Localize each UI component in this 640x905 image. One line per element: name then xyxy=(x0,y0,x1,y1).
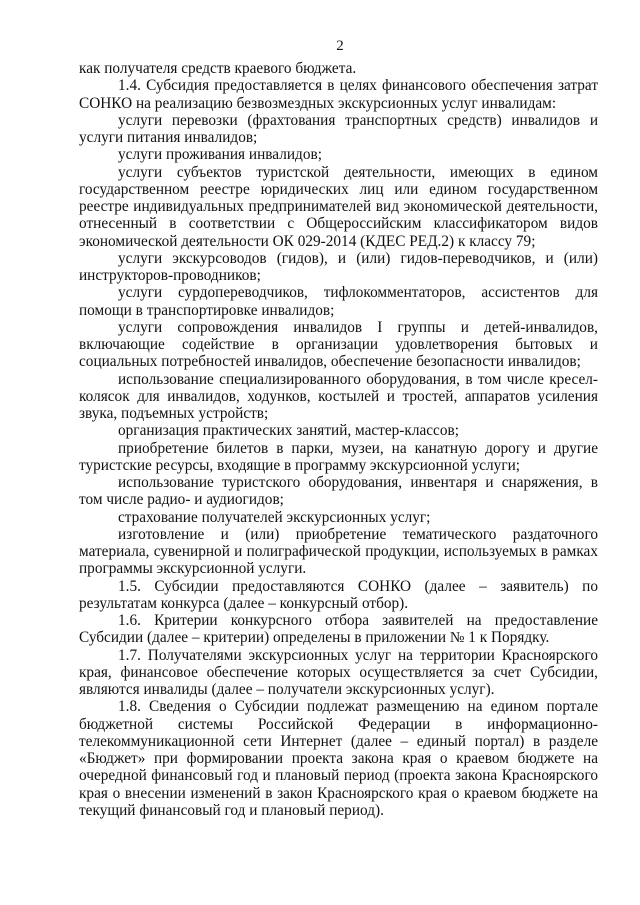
page-number: 2 xyxy=(336,38,344,54)
paragraph: использование специализированного оборудования, в том числе кресел-колясок для инвалидов, ходунков, костылей и тростей, аппаратов усиления звука, подъемных устройств; xyxy=(79,370,598,422)
paragraph: изготовление и (или) приобретение тематического раздаточного материала, сувенирной и полиграфической продукции, используемых в рамках программы экскурсионной услуги. xyxy=(79,525,598,578)
paragraph: организация практических занятий, мастер-классов; xyxy=(118,422,459,440)
paragraph: 1.7. Получателями экскурсионных услуг на территории Красноярского края, финансовое обеспечение которых осуществляется за счет Субсидии, являются инвалиды (далее – получатели экскурсионных услуг). xyxy=(79,646,598,698)
paragraph: услуги экскурсоводов (гидов), и (или) гидов-переводчиков, и (или) инструкторов-проводников; xyxy=(79,249,598,284)
paragraph: приобретение билетов в парки, музеи, на канатную дорогу и другие туристские ресурсы, входящие в программу экскурсионной услуги; xyxy=(79,439,598,474)
paragraph: использование туристского оборудования, инвентаря и снаряжения, в том числе радио- и аудиогидов; xyxy=(79,474,598,509)
paragraph: услуги перевозки (фрахтования транспортных средств) инвалидов и услуги питания инвалидов; xyxy=(79,111,598,146)
paragraph: услуги сопровождения инвалидов I группы и детей-инвалидов, включающие содействие в организации удовлетворения бытовых и социальных потребностей инвалидов, обеспечение безопасности инвалидов; xyxy=(79,318,598,371)
paragraph: услуги сурдопереводчиков, тифлокомментаторов, ассистентов для помощи в транспортировке инвалидов; xyxy=(79,284,598,319)
paragraph: услуги проживания инвалидов; xyxy=(118,146,322,164)
document-body xyxy=(79,60,598,819)
paragraph: 1.4. Субсидия предоставляется в целях финансового обеспечения затрат СОНКО на реализацию безвозмездных экскурсионных услуг инвалидам: xyxy=(79,77,598,112)
paragraph: 1.5. Субсидии предоставляются СОНКО (далее – заявитель) по результатам конкурса (далее – конкурсный отбор). xyxy=(79,577,598,612)
paragraph: 1.6. Критерии конкурсного отбора заявителей на предоставление Субсидии (далее – критерии) определены в приложении № 1 к Порядку. xyxy=(79,612,598,647)
paragraph: услуги субъектов туристской деятельности, имеющих в едином государственном реестре юридических лиц или едином государственном реестре индивидуальных предпринимателей вид экономической деятельности, отнесенный в соответствии с Общероссийским классификатором видов экономической деятельности ОК 029-2014 (КДЕС РЕД.2) к классу 79; xyxy=(79,163,598,250)
paragraph: 1.8. Сведения о Субсидии подлежат размещению на едином портале бюджетной системы Российской Федерации в информационно-телекоммуникационной сети Интернет (далее – единый портал) в разделе «Бюджет» при формировании проекта закона края о краевом бюджете на очередной финансовый год и плановый период (проекта закона Красноярского края о внесении изменений в закон Красноярского края о краевом бюджете на текущий финансовый год и плановый период). xyxy=(79,698,598,819)
paragraph: страхование получателей экскурсионных услуг; xyxy=(118,508,431,526)
paragraph: как получателя средств краевого бюджета. xyxy=(79,60,357,77)
